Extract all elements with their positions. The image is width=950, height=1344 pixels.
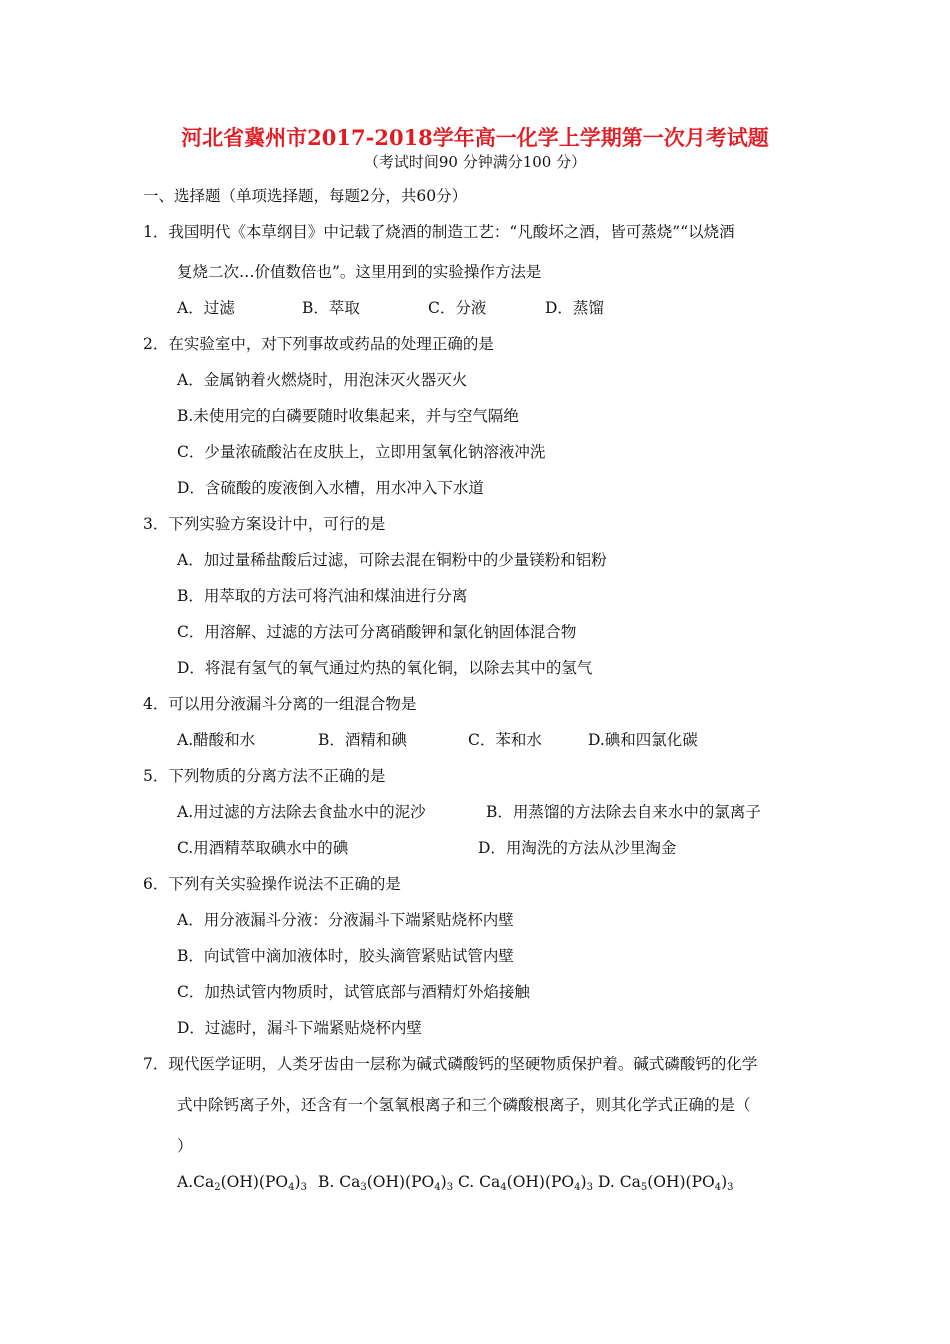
formula-subscript: 4 [574, 1182, 581, 1193]
formula-text: ) [440, 1173, 447, 1191]
question-1-line-2: 复烧二次…价值数倍也”。这里用到的实验操作方法是 [177, 263, 542, 281]
question-1-option-d: D．蒸馏 [545, 299, 604, 317]
question-1-option-c: C．分液 [428, 299, 487, 317]
question-3-option-c: C．用溶解、过滤的方法可分离硝酸钾和氯化钠固体混合物 [177, 623, 577, 641]
formula-subscript: 3 [446, 1182, 454, 1193]
question-4-stem: 4．可以用分液漏斗分离的一组混合物是 [143, 695, 417, 713]
question-7-line-2: 式中除钙离子外，还含有一个氢氧根离子和三个磷酸根离子，则其化学式正确的是（ [177, 1096, 751, 1114]
exam-subtitle: （考试时间90 分钟满分100 分） [363, 153, 587, 171]
formula-subscript: 5 [640, 1182, 648, 1193]
question-7-option-a [177, 1172, 307, 1192]
formula-text: ) [294, 1173, 301, 1191]
section-heading: 一、选择题（单项选择题，每题2分，共60分） [143, 187, 468, 205]
formula-text: (OH)(PO [220, 1173, 289, 1191]
formula-subscript: 3 [360, 1182, 367, 1193]
exam-title: 河北省冀州市2017-2018学年高一化学上学期第一次月考试题 [181, 125, 769, 150]
formula-text: D. Ca [598, 1173, 641, 1191]
formula-text: C. Ca [458, 1173, 501, 1191]
formula-text: ) [580, 1173, 587, 1191]
question-7-option-b [318, 1172, 453, 1192]
formula-subscript: 4 [714, 1182, 722, 1193]
question-2-stem: 2．在实验室中，对下列事故或药品的处理正确的是 [143, 335, 494, 353]
formula-text: (OH)(PO [366, 1173, 435, 1191]
question-6-stem: 6．下列有关实验操作说法不正确的是 [143, 875, 401, 893]
formula-subscript: 4 [434, 1182, 441, 1193]
question-4-option-b: B．酒精和碘 [318, 731, 407, 749]
question-5-option-d: D．用淘洗的方法从沙里淘金 [478, 839, 677, 857]
question-7-line-3: ） [177, 1137, 193, 1155]
question-1-option-b: B．萃取 [302, 299, 360, 317]
question-2-option-d: D．含硫酸的废液倒入水槽，用水冲入下水道 [177, 479, 484, 497]
formula-text: (OH)(PO [506, 1173, 575, 1191]
question-5-stem: 5．下列物质的分离方法不正确的是 [143, 767, 386, 785]
question-6-option-b: B．向试管中滴加液体时，胶头滴管紧贴试管内壁 [177, 947, 514, 965]
question-2-option-c: C．少量浓硫酸沾在皮肤上，立即用氢氧化钠溶液冲洗 [177, 443, 546, 461]
formula-subscript: 3 [727, 1182, 734, 1193]
question-3-option-d: D．将混有氢气的氧气通过灼热的氧化铜，以除去其中的氢气 [177, 659, 593, 677]
formula-subscript: 4 [288, 1182, 295, 1193]
question-7-option-c [458, 1172, 593, 1192]
formula-text: (OH)(PO [647, 1173, 715, 1191]
question-4-option-a: A.醋酸和水 [177, 731, 256, 749]
question-3-stem: 3．下列实验方案设计中，可行的是 [143, 515, 386, 533]
question-2-option-a: A．金属钠着火燃烧时，用泡沫灭火器灭火 [177, 371, 468, 389]
question-5-option-c: C.用酒精萃取碘水中的碘 [177, 839, 349, 857]
formula-subscript: 2 [214, 1182, 221, 1193]
question-1-option-a: A．过滤 [177, 299, 235, 317]
formula-text: B. Ca [318, 1173, 361, 1191]
question-5-option-a: A.用过滤的方法除去食盐水中的泥沙 [177, 803, 426, 821]
formula-subscript: 3 [586, 1182, 593, 1193]
question-6-option-d: D．过滤时，漏斗下端紧贴烧杯内壁 [177, 1019, 422, 1037]
formula-subscript: 4 [500, 1182, 507, 1193]
question-3-option-b: B．用萃取的方法可将汽油和煤油进行分离 [177, 587, 468, 605]
question-2-option-b: B.未使用完的白磷要随时收集起来，并与空气隔绝 [177, 407, 519, 425]
question-4-option-d: D.碘和四氯化碳 [588, 731, 698, 749]
question-1-line-1: 1．我国明代《本草纲目》中记载了烧酒的制造工艺：“凡酸坏之酒，皆可蒸烧”“以烧酒 [143, 223, 735, 241]
question-5-option-b: B．用蒸馏的方法除去自来水中的氯离子 [486, 803, 761, 821]
formula-text: A.Ca [177, 1173, 215, 1191]
question-4-option-c: C．苯和水 [468, 731, 542, 749]
formula-subscript: 3 [300, 1182, 307, 1193]
formula-text: ) [721, 1173, 728, 1191]
question-7-line-1: 7．现代医学证明，人类牙齿由一层称为碱式磷酸钙的坚硬物质保护着。碱式磷酸钙的化学 [143, 1055, 758, 1073]
question-6-option-a: A．用分液漏斗分液：分液漏斗下端紧贴烧杯内壁 [177, 911, 514, 929]
question-3-option-a: A．加过量稀盐酸后过滤，可除去混在铜粉中的少量镁粉和铝粉 [177, 551, 607, 569]
question-7-option-d [598, 1172, 734, 1192]
question-6-option-c: C．加热试管内物质时，试管底部与酒精灯外焰接触 [177, 983, 530, 1001]
